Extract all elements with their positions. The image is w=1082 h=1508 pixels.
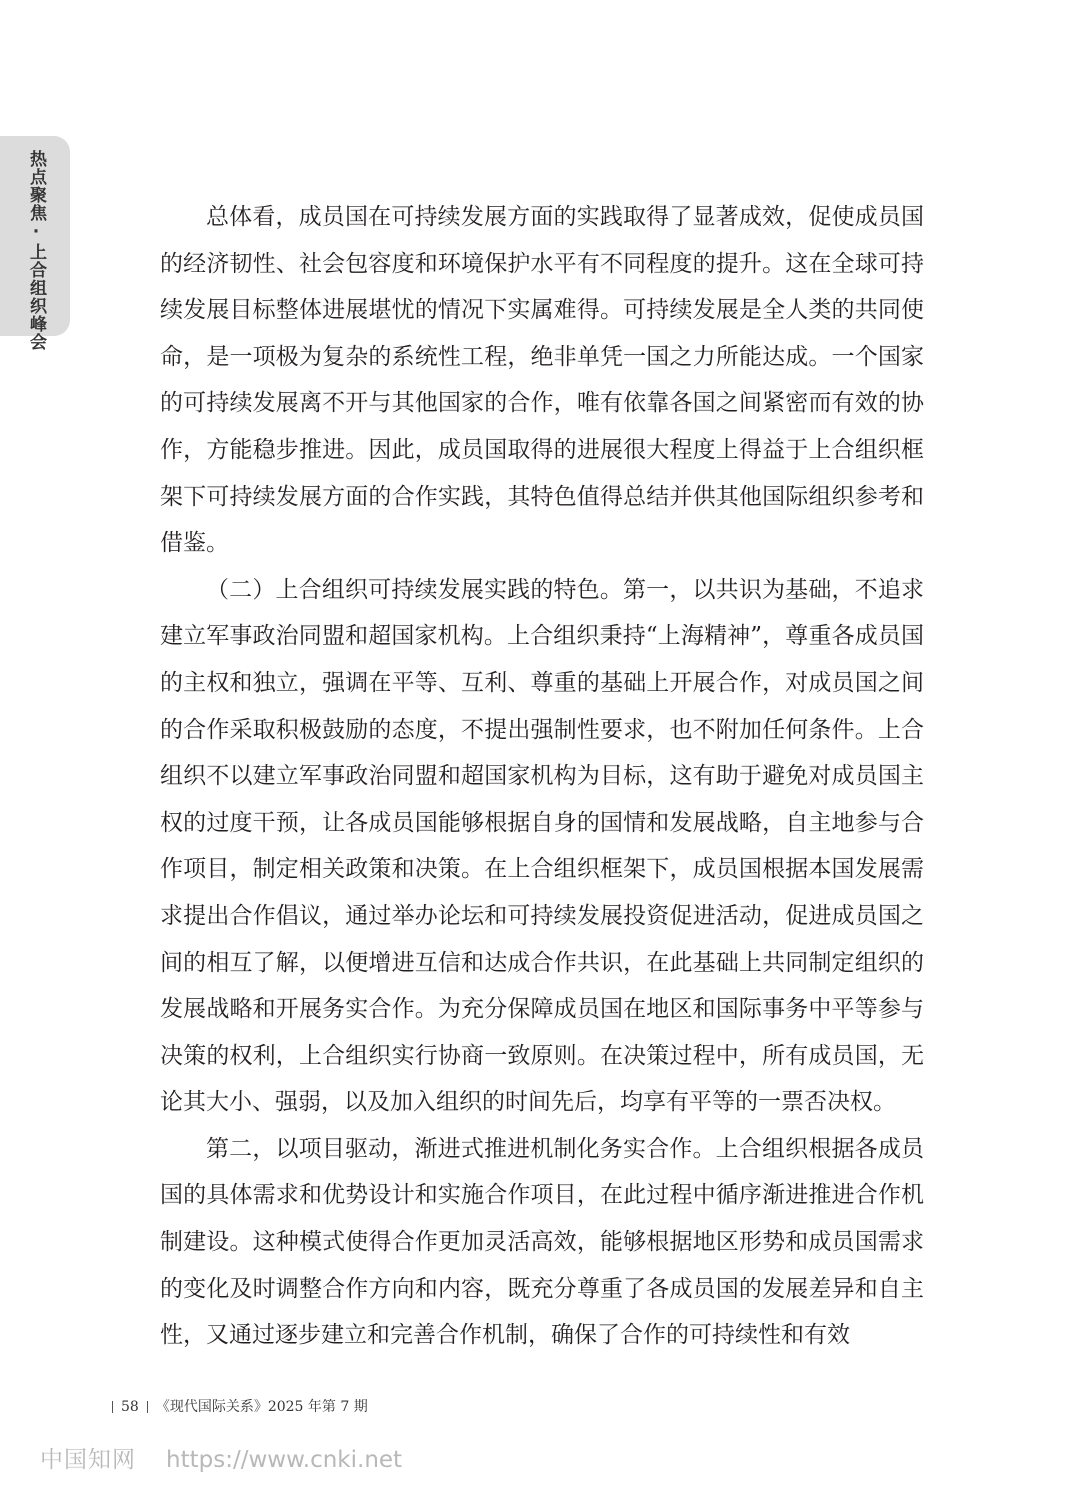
watermark-url: https://www.cnki.net [166, 1447, 403, 1473]
paragraph: （二）上合组织可持续发展实践的特色。第一，以共识为基础，不追求建立军事政治同盟和超国家机构。上合组织秉持“上海精神”，尊重各成员国的主权和独立，强调在平等、互利、尊重的基础上开展合作，对成员国之间的合作采取积极鼓励的态度，不提出强制性要求，也不附加任何条件。上合组织不以建立军事政治同盟和超国家机构为目标，这有助于避免对成员国主权的过度干预，让各成员国能够根据自身的国情和发展战略，自主地参与合作项目，制定相关政策和决策。在上合组织框架下，成员国根据本国发展需求提出合作倡议，通过举办论坛和可持续发展投资促进活动，促进成员国之间的相互了解，以便增进互信和达成合作共识，在此基础上共同制定组织的发展战略和开展务实合作。为充分保障成员国在地区和国际事务中平等参与决策的权利，上合组织实行协商一致原则。在决策过程中，所有成员国，无论其大小、强弱，以及加入组织的时间先后，均享有平等的一票否决权。 [160, 576, 924, 1116]
section-label: 热点聚焦·上合组织峰会 [26, 150, 46, 351]
watermark-logo: 中国知网 [40, 1447, 136, 1473]
page-number: 58 [121, 1399, 139, 1415]
cnki-watermark [40, 1442, 402, 1478]
article-body [160, 194, 924, 1359]
journal-citation: 《现代国际关系》2025 年第 7 期 [155, 1399, 368, 1415]
page-footer [104, 1396, 368, 1418]
paragraph: 总体看，成员国在可持续发展方面的实践取得了显著成效，促使成员国的经济韧性、社会包容度和环境保护水平有不同程度的提升。这在全球可持续发展目标整体进展堪忧的情况下实属难得。可持续发展是全人类的共同使命，是一项极为复杂的系统性工程，绝非单凭一国之力所能达成。一个国家的可持续发展离不开与其他国家的合作，唯有依靠各国之间紧密而有效的协作，方能稳步推进。因此，成员国取得的进展很大程度上得益于上合组织框架下可持续发展方面的合作实践，其特色值得总结并供其他国际组织参考和借鉴。 [160, 204, 924, 557]
paragraph: 第二，以项目驱动，渐进式推进机制化务实合作。上合组织根据各成员国的具体需求和优势设计和实施合作项目，在此过程中循序渐进推进合作机制建设。这种模式使得合作更加灵活高效，能够根据地区形势和成员国需求的变化及时调整合作方向和内容，既充分尊重了各成员国的发展差异和自主性，又通过逐步建立和完善合作机制，确保了合作的可持续性和有效 [160, 1135, 924, 1349]
footer-divider [112, 1401, 113, 1413]
footer-divider [147, 1401, 148, 1413]
